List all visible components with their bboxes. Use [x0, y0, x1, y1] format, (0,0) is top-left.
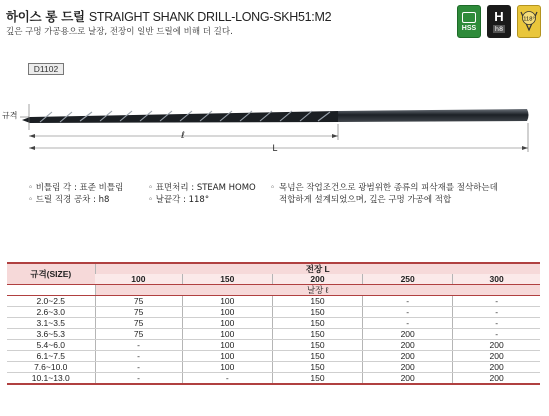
table-row — [7, 373, 540, 385]
spec-list-left — [28, 182, 123, 206]
value-cell: 75 — [95, 296, 182, 307]
value-cell: 200 — [363, 362, 453, 373]
table-row — [7, 318, 540, 329]
value-cell: 100 — [182, 362, 272, 373]
title-english: STRAIGHT SHANK DRILL-LONG-SKH51:M2 — [88, 10, 332, 24]
value-cell: 200 — [363, 329, 453, 340]
table-row — [7, 340, 540, 351]
value-cell: - — [453, 318, 540, 329]
size-header-spacer — [7, 285, 95, 296]
size-header: 규격(SIZE) — [7, 263, 95, 285]
size-cell: 7.6~10.0 — [7, 362, 95, 373]
spec-description — [270, 182, 498, 206]
spec-list-middle — [148, 182, 256, 206]
tolerance-badge-big: H — [494, 9, 504, 24]
page-subtitle: 깊은 구멍 가공용으로 날장, 전장이 일반 드릴에 비해 더 길다. — [6, 27, 233, 37]
drill-diagram — [0, 90, 549, 160]
value-cell: 100 — [182, 307, 272, 318]
value-cell: 200 — [453, 373, 540, 385]
value-cell: 200 — [453, 340, 540, 351]
value-cell: 150 — [272, 373, 362, 385]
value-cell: 100 — [182, 340, 272, 351]
size-cell: 3.6~5.3 — [7, 329, 95, 340]
value-cell: - — [363, 318, 453, 329]
point-angle-icon — [518, 9, 540, 35]
tolerance-badge-icon — [487, 5, 511, 38]
table-row — [7, 362, 540, 373]
value-cell: 200 — [453, 362, 540, 373]
value-cell: 150 — [272, 362, 362, 373]
point-angle-badge-label: 118° — [523, 16, 535, 22]
value-cell: - — [182, 373, 272, 385]
value-cell: 75 — [95, 329, 182, 340]
value-cell: 75 — [95, 307, 182, 318]
tolerance-badge-small: h8 — [494, 25, 504, 33]
column-header: 100 — [95, 274, 182, 285]
value-cell: 100 — [182, 329, 272, 340]
diameter-label: 규격 — [2, 111, 18, 120]
value-cell: - — [95, 351, 182, 362]
point-angle-badge-icon — [517, 5, 541, 38]
size-cell: 10.1~13.0 — [7, 373, 95, 385]
value-cell: 200 — [363, 340, 453, 351]
size-cell: 6.1~7.5 — [7, 351, 95, 362]
table-row — [7, 329, 540, 340]
flute-length-header: 날장 ℓ — [95, 285, 540, 296]
spec-diameter-tolerance: ◦ 드릴 직경 공차 : h8 — [28, 195, 110, 205]
value-cell: 150 — [272, 296, 362, 307]
value-cell: - — [363, 296, 453, 307]
size-cell: 5.4~6.0 — [7, 340, 95, 351]
hss-badge-label: HSS — [461, 24, 477, 32]
value-cell: 200 — [363, 351, 453, 362]
description-bullet: ◦ — [270, 183, 276, 193]
table-row — [7, 296, 540, 307]
value-cell: 100 — [182, 296, 272, 307]
value-cell: 200 — [363, 373, 453, 385]
product-code: D1102 — [28, 63, 64, 75]
spec-badges — [457, 5, 541, 38]
table-row — [7, 351, 540, 362]
value-cell: 150 — [272, 329, 362, 340]
value-cell: - — [95, 362, 182, 373]
value-cell: 150 — [272, 307, 362, 318]
size-cell: 3.1~3.5 — [7, 318, 95, 329]
total-length-label: L — [272, 143, 278, 153]
spec-point-angle: ◦ 날끝각 : 118° — [148, 195, 210, 205]
value-cell: - — [363, 307, 453, 318]
value-cell: 150 — [272, 340, 362, 351]
column-header: 300 — [453, 274, 540, 285]
value-cell: 100 — [182, 351, 272, 362]
table-row — [7, 307, 540, 318]
description-line: 적합하게 설계되었으며, 깊은 구멍 가공에 적합 — [279, 195, 452, 205]
spec-helix-angle: ◦ 비틀림 각 : 표준 비틀림 — [28, 183, 124, 193]
spec-surface-treatment: ◦ 표면처리 : STEAM HOMO — [148, 183, 256, 193]
total-length-header: 전장 L — [95, 263, 540, 274]
size-table — [7, 262, 540, 385]
column-header: 250 — [363, 274, 453, 285]
column-header: 150 — [182, 274, 272, 285]
page-title — [6, 7, 331, 25]
value-cell: - — [453, 329, 540, 340]
value-cell: - — [95, 340, 182, 351]
hss-badge-icon — [457, 5, 481, 38]
description-line: 목넘은 작업조건으로 광범위한 종류의 피삭재를 절삭하는데 — [279, 183, 498, 193]
value-cell: 200 — [453, 351, 540, 362]
title-korean: 하이스 롱 드릴 — [6, 9, 85, 24]
value-cell: 150 — [272, 351, 362, 362]
value-cell: 75 — [95, 318, 182, 329]
value-cell: - — [95, 373, 182, 385]
value-cell: - — [453, 296, 540, 307]
value-cell: 100 — [182, 318, 272, 329]
size-cell: 2.6~3.0 — [7, 307, 95, 318]
value-cell: - — [453, 307, 540, 318]
flute-length-label: ℓ — [181, 131, 185, 141]
value-cell: 150 — [272, 318, 362, 329]
size-cell: 2.0~2.5 — [7, 296, 95, 307]
column-header: 200 — [272, 274, 362, 285]
